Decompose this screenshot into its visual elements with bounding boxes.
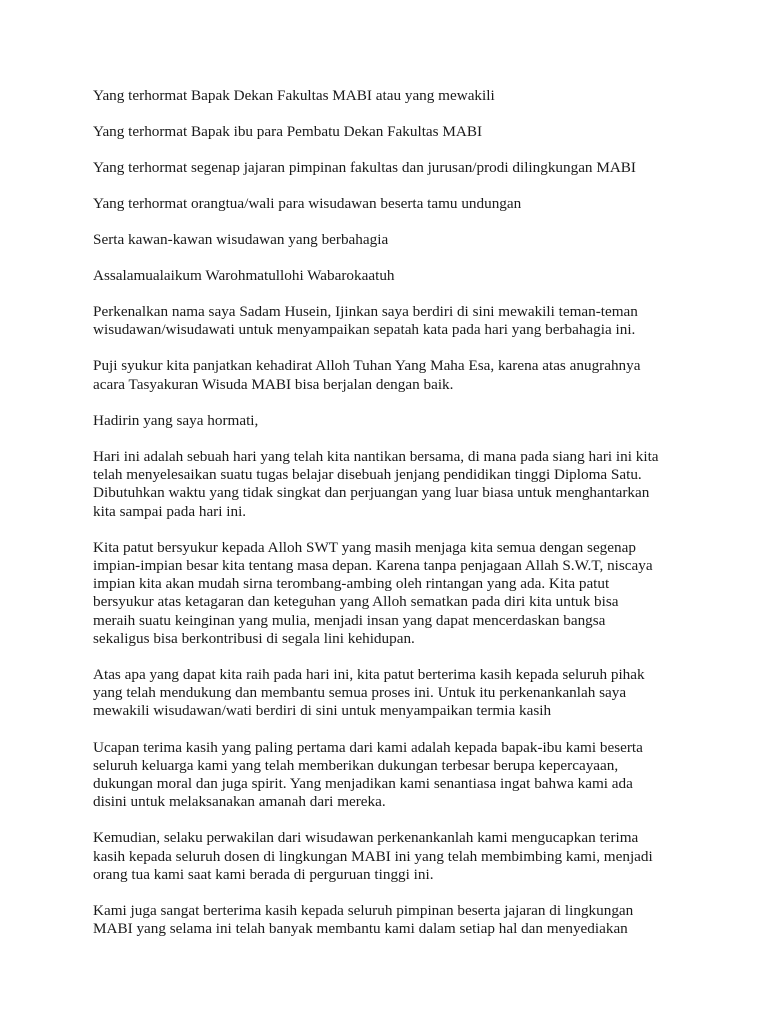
paragraph-line: telah menyelesaikan suatu tugas belajar disebuah jenjang pendidikan tinggi Diploma Satu. [93,466,642,484]
document-body [93,87,683,956]
paragraph-line: acara Tasyakuran Wisuda MABI bisa berjalan dengan baik. [93,375,454,393]
salutation-line: Serta kawan-kawan wisudawan yang berbahagia [93,231,389,248]
paragraph-address [93,412,683,430]
paragraph-line: Atas apa yang dapat kita raih pada hari ini, kita patut berterima kasih kepada seluruh pihak [93,666,645,684]
paragraph-line: Hari ini adalah sebuah hari yang telah kita nantikan bersama, di mana pada siang hari ini kita [93,448,659,466]
paragraph-line: kita sampai pada hari ini. [93,502,247,520]
paragraph-introduction [93,303,683,339]
paragraph-thankful [93,539,683,648]
paragraph-line: seluruh keluarga kami yang telah memberikan dukungan terbesar berupa kepercayaan, [93,756,619,774]
paragraph-acknowledgement [93,666,683,721]
paragraph-line: yang telah mendukung dan membantu semua proses ini. Untuk itu perkenankanlah saya [93,684,627,702]
paragraph-leadership [93,902,683,938]
paragraph-line: Kami juga sangat berterima kasih kepada seluruh pimpinan beserta jajaran di lingkungan [93,902,634,920]
paragraph-line: wisudawan/wisudawati untuk menyampaikan sepatah kata pada hari yang berbahagia ini. [93,321,636,339]
paragraph-line: Ucapan terima kasih yang paling pertama dari kami adalah kepada bapak-ibu kami beserta [93,738,643,756]
salutation-line: Yang terhormat segenap jajaran pimpinan fakultas dan jurusan/prodi dilingkungan MABI [93,159,636,176]
paragraph-line: disini untuk melaksanakan amanah dari mereka. [93,793,386,811]
paragraph-line: Hadirin yang saya hormati, [93,411,259,429]
salutation-line: Yang terhormat Bapak Dekan Fakultas MABI atau yang mewakili [93,87,495,104]
salutation-line: Yang terhormat orangtua/wali para wisudawan beserta tamu undungan [93,195,522,212]
paragraph-line: sekaligus bisa berkontribusi di segala lini kehidupan. [93,629,415,647]
paragraph-line: mewakili wisudawan/wati berdiri di sini untuk menyampaikan termia kasih [93,702,552,720]
paragraph-today [93,448,683,521]
paragraph-gratitude [93,357,683,393]
paragraph-line: bersyukur atas ketagaran dan keteguhan yang Alloh sematkan pada diri kita untuk bisa [93,593,619,611]
salutation-line: Yang terhormat Bapak ibu para Pembatu Dekan Fakultas MABI [93,123,483,140]
paragraph-line: impian kita akan mudah sirna terombang-ambing oleh rintangan yang ada. Kita patut [93,575,610,593]
greeting-line: Assalamualaikum Warohmatullohi Wabarokaatuh [93,267,395,284]
paragraph-line: Dibutuhkan waktu yang tidak singkat dan perjuangan yang luar biasa untuk menghantarkan [93,484,650,502]
paragraph-line: impian-impian besar kita tentang masa depan. Karena tanpa penjagaan Allah S.W.T, niscaya [93,557,653,575]
paragraph-line: Perkenalkan nama saya Sadam Husein, Ijinkan saya berdiri di sini mewakili teman-teman [93,303,638,320]
paragraph-line: MABI yang selama ini telah banyak membantu kami dalam setiap hal dan menyediakan [93,920,628,938]
paragraph-line: Puji syukur kita panjatkan kehadirat Alloh Tuhan Yang Maha Esa, karena atas anugrahnya [93,357,641,375]
paragraph-line: meraih suatu keinginan yang mulia, menjadi insan yang dapat mencerdaskan bangsa [93,611,606,629]
paragraph-line: Kita patut bersyukur kepada Alloh SWT yang masih menjaga kita semua dengan segenap [93,538,636,556]
paragraph-line: kasih kepada seluruh dosen di lingkungan MABI ini yang telah membimbing kami, menjadi [93,847,653,865]
paragraph-line: dukungan moral dan juga spirit. Yang menjadikan kami senantiasa ingat bahwa kami ada [93,775,633,793]
paragraph-lecturers [93,829,683,884]
paragraph-line: Kemudian, selaku perwakilan dari wisudawan perkenankanlah kami mengucapkan terima [93,829,639,847]
paragraph-line: orang tua kami saat kami berada di perguruan tinggi ini. [93,865,434,883]
paragraph-parents [93,739,683,812]
